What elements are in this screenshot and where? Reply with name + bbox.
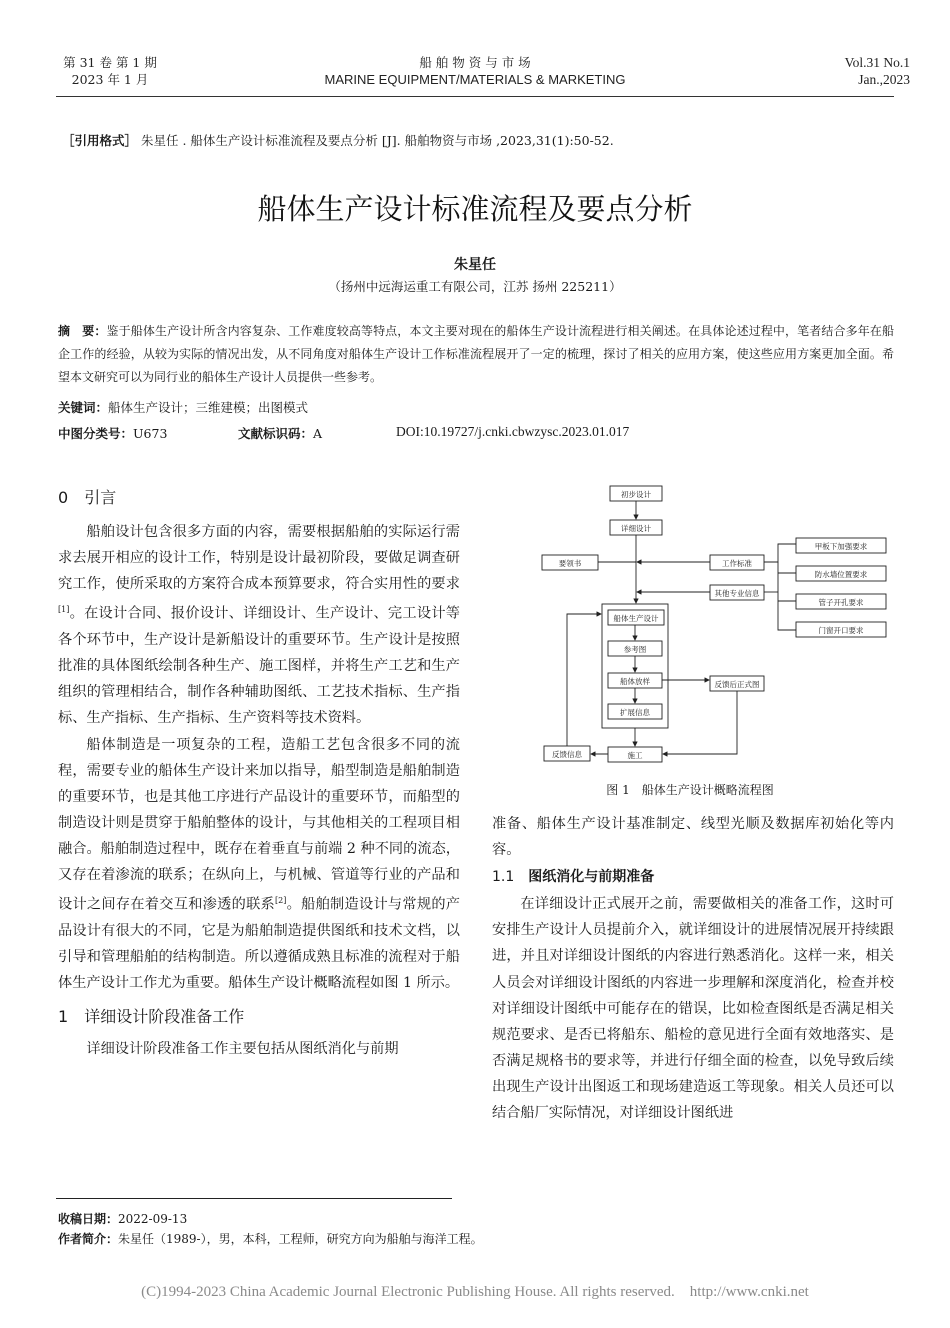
footnote-rule [56, 1198, 452, 1199]
section-0-heading [58, 485, 460, 511]
figure-caption: 图 1 船体生产设计概略流程图 [606, 783, 774, 797]
bio-label: 作者简介： [58, 1232, 119, 1246]
intro-paragraph-1 [58, 519, 460, 731]
node-construction: 施工 [627, 751, 643, 760]
author-bio [58, 1230, 483, 1248]
node-lofting: 船体放样 [620, 677, 650, 686]
node-spec: 要领书 [558, 559, 582, 568]
classification-value: U673 [133, 426, 168, 441]
node-reference: 参考图 [623, 645, 647, 654]
intro-p2-part-a: 船体制造是一项复杂的工程，造船工艺包含很多不同的流程，需要专业的船体生产设计来加以指导，船型制造是船舶制造的重要环节，也是其他工序进行产品设计的重要环节，而船型的制造设计则是贯穿于船舶整体的设计，与其他相关的工程项目相融合。船舶制造过程中，既存在着垂直与前端 2 种不同的流态，又存在着渗流的联系；在纵向上，与机械、管道等行业的产品和设计之间存在着交互和渗透的联系 [58, 736, 460, 913]
node-other-info: 其他专业信息 [714, 589, 760, 598]
node-req1: 甲板下加强要求 [814, 542, 868, 551]
section-1-paragraph: 详细设计阶段准备工作主要包括从图纸消化与前期 [86, 1041, 399, 1058]
received-label: 收稿日期： [58, 1212, 119, 1226]
keywords-text: 船体生产设计；三维建模；出图模式 [108, 400, 309, 415]
copyright-watermark: (C)1994-2023 China Academic Journal Electronic Publishing House. All rights reserved. http://www.cnki.net [141, 1284, 809, 1300]
reference-1: [1] [58, 605, 70, 615]
issue-date-en: Jan.,2023 [858, 72, 910, 87]
right-paragraph-0: 准备、船体生产设计基准制定、线型光顺及数据库初始化等内容。 [492, 816, 894, 859]
node-req3: 管子开孔要求 [818, 598, 864, 607]
citation-text: 朱星任 . 船体生产设计标准流程及要点分析 [J]. 船舶物资与市场 ,2023,31(1):50-52. [141, 133, 614, 148]
section-1-number: 1 [58, 1007, 69, 1027]
right-paragraph-1: 在详细设计正式展开之前，需要做相关的准备工作，这时可安排生产设计人员提前介入，就详细设计的进展情况展开持续跟进，并且对详细设计图纸的内容进行熟悉消化。这样一来，相关人员会对详细设计图纸的内容进一步理解和深度消化，检查并校对详细设计图纸中可能存在的错误，比如检查图纸是否满足相关规范要求、是否已将船东、船检的意见进行全面有效地落实、是否满足规格书的要求等，并进行仔细全面的检查，以免导致后续出现生产设计出图返工和现场建造返工等现象。相关人员还可以结合船厂实际情况，对详细设计图纸进 [492, 896, 894, 1122]
journal-name [260, 54, 690, 88]
section-0-title: 引言 [84, 488, 117, 507]
issue-info-en [780, 54, 910, 88]
node-expand: 扩展信息 [620, 708, 650, 717]
section-1-heading [58, 1004, 460, 1030]
section-1-title: 详细设计阶段准备工作 [84, 1007, 245, 1027]
header-rule [56, 96, 894, 97]
intro-p2-part-b: 。船舶制造设计与常规的产品设计有很大的不同，它是为船舶制造提供图纸和技术文档，以引导和管理船舶的结构制造。所以遵循成熟且标准的流程对于船体生产设计工作尤为重要。船体生产设计概略流程如图 1 所示。 [58, 896, 460, 992]
subsection-1-1-number: 1.1 [492, 869, 515, 886]
citation-label: ［引用格式］ [62, 133, 138, 148]
doi: DOI:10.19727/j.cnki.cbwzysc.2023.01.017 [396, 424, 630, 439]
node-req4: 门窗开口要求 [818, 626, 864, 635]
issue-date: 2023 年 1 月 [71, 72, 149, 87]
node-feedback-info: 反馈信息 [552, 750, 582, 759]
received-value: 2022-09-13 [118, 1212, 188, 1226]
volume-issue: 第 31 卷 第 1 期 [63, 55, 157, 70]
journal-name-en: MARINE EQUIPMENT/MATERIALS & MARKETING [324, 72, 626, 87]
node-req2: 防水墙位置要求 [814, 570, 868, 579]
abstract-label: 摘 要： [58, 324, 107, 338]
received-date [58, 1210, 187, 1228]
classification-label: 中图分类号： [58, 426, 134, 441]
node-hull-design: 船体生产设计 [613, 614, 659, 623]
subsection-1-1-heading [492, 864, 894, 890]
keywords-label: 关键词： [58, 400, 109, 415]
abstract-text: 鉴于船体生产设计所含内容复杂、工作难度较高等特点，本文主要对现在的船体生产设计流程进行相关阐述。在具体论述过程中，笔者结合多年在船企工作的经验，从较为实际的情况出发，从不同角度对船体生产设计工作标准流程展开了一定的梳理，探讨了相关的应用方案，使这些应用方案更加全面。希望本文研究可以为同行业的船体生产设计人员提供一些参考。 [58, 324, 894, 384]
reference-2: [2] [275, 896, 287, 906]
affiliation: （扬州中远海运重工有限公司，江苏 扬州 225211） [328, 279, 622, 294]
node-feedback-formal: 反馈后正式图 [714, 680, 760, 689]
left-column [58, 485, 460, 1062]
intro-p1-part-b: 。在设计合同、报价设计、详细设计、生产设计、完工设计等各个环节中，生产设计是新船设计的重要环节。生产设计是按照批准的具体图纸绘制各种生产、施工图样，并将生产工艺和生产组织的管理相结合，制作各种辅助图纸、工艺技术指标、生产指标、生产指标、生产指标、生产资料等技术资料。 [58, 606, 460, 727]
classification [58, 424, 167, 442]
section-0-number: 0 [58, 488, 69, 507]
node-detailed-design: 详细设计 [621, 524, 651, 533]
bio-text: 朱星任（1989-），男，本科，工程师，研究方向为船舶与海洋工程。 [118, 1232, 483, 1246]
paper-title: 船体生产设计标准流程及要点分析 [257, 192, 693, 226]
volume-issue-en: Vol.31 No.1 [844, 55, 910, 70]
right-column [492, 811, 894, 1126]
intro-paragraph-2 [58, 732, 460, 997]
issue-info [62, 54, 158, 88]
keywords [58, 398, 308, 416]
intro-p1-part-a: 船舶设计包含很多方面的内容，需要根据船舶的实际运行需求去展开相应的设计工作，特别是设计最初阶段，要做足调查研究工作，使所采取的方案符合成本预算要求，符合实用性的要求 [58, 524, 460, 593]
journal-name-cn: 船 舶 物 资 与 市 场 [419, 55, 531, 70]
flowchart-figure [538, 484, 890, 766]
citation [62, 131, 892, 149]
doc-code [238, 424, 322, 442]
doc-code-value: A [313, 426, 323, 441]
subsection-1-1-title: 图纸消化与前期准备 [528, 869, 655, 886]
node-preliminary-design: 初步设计 [621, 490, 651, 499]
node-work-standard: 工作标准 [722, 559, 752, 568]
author-name: 朱星任 [454, 257, 496, 273]
abstract [58, 320, 894, 389]
doc-code-label: 文献标识码： [238, 426, 314, 441]
